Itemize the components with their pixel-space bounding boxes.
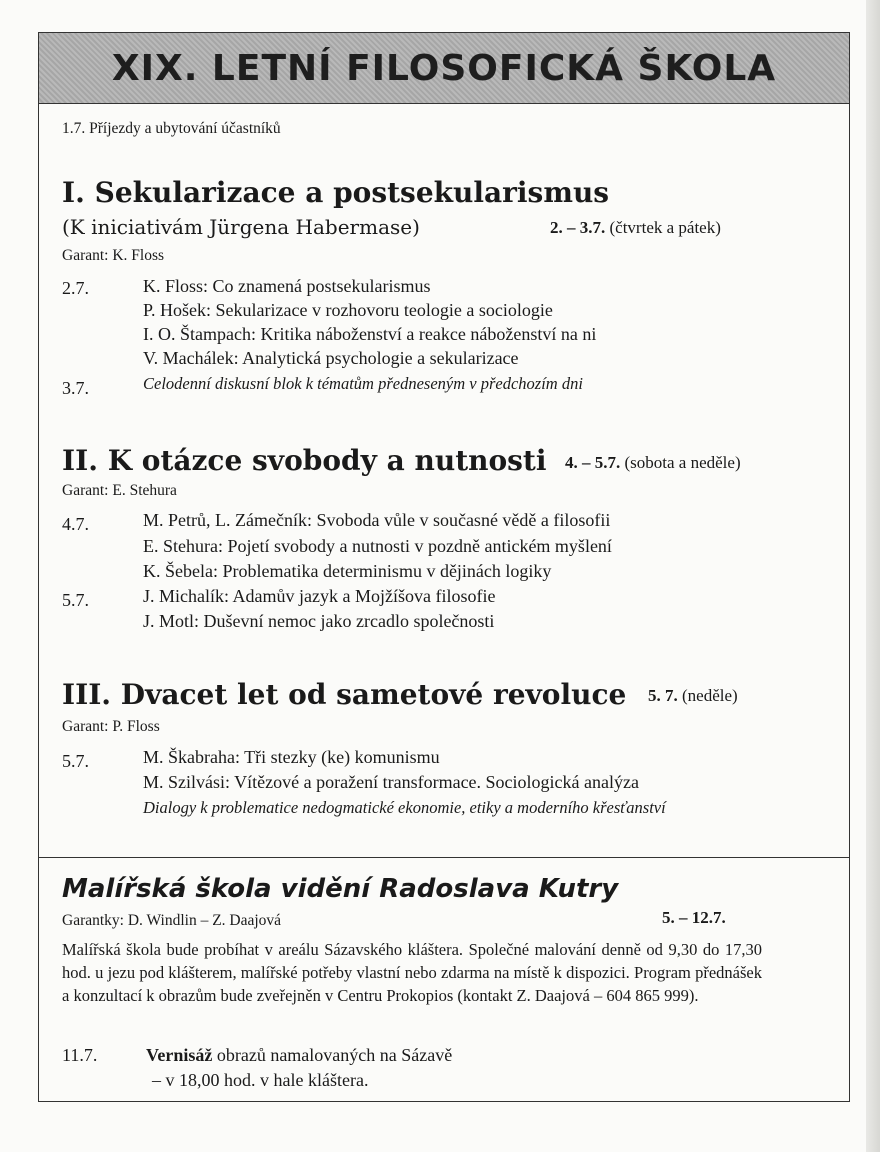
section-2-date-range: 4. – 5.7. xyxy=(565,453,621,472)
section-3-date-note: (neděle) xyxy=(682,686,738,705)
vernisage-time: – v 18,00 hod. v hale kláštera. xyxy=(152,1070,369,1090)
section-divider xyxy=(38,857,850,858)
schedule-date: 5.7. xyxy=(62,751,89,771)
schedule-date: 4.7. xyxy=(62,514,89,534)
lecture-item: M. Petrů, L. Zámečník: Svoboda vůle v současné vědě a filosofii xyxy=(143,510,611,530)
lecture-item: I. O. Štampach: Kritika náboženství a reakce náboženství na ni xyxy=(143,324,597,344)
painting-heading: Malířská škola vidění Radoslava Kutry xyxy=(62,874,619,904)
lecture-item: K. Šebela: Problematika determinismu v dějinách logiky xyxy=(143,561,552,581)
section-2-garant: Garant: E. Stehura xyxy=(62,482,177,499)
arrivals-note: 1.7. Příjezdy a ubytování účastníků xyxy=(62,120,281,137)
section-2-date xyxy=(565,453,741,473)
section-1-garant: Garant: K. Floss xyxy=(62,247,165,264)
painting-description: Malířská škola bude probíhat v areálu Sázavského kláštera. Společné malování denně od 9,30 do 17,30 hod. u jezu pod klášterem, malířské potřeby vlastní nebo zdarma na místě k dispozici. Program přednášek a konzultací k obrazům bude zveřejněn v Centru Prokopios (kontakt Z. Daajová – 604 865 999). xyxy=(62,940,762,1005)
lecture-item: Celodenní diskusní blok k tématům předneseným v předchozím dni xyxy=(143,374,583,393)
section-1-date-note: (čtvrtek a pátek) xyxy=(609,218,721,237)
lecture-item: E. Stehura: Pojetí svobody a nutnosti v pozdně antickém myšlení xyxy=(143,536,612,556)
section-1-date-range: 2. – 3.7. xyxy=(550,218,606,237)
lecture-item: Dialogy k problematice nedogmatické ekonomie, etiky a moderního křesťanství xyxy=(143,798,666,817)
section-2-heading: II. K otázce svobody a nutnosti xyxy=(62,444,547,477)
section-3-heading: III. Dvacet let od sametové revoluce xyxy=(62,678,627,711)
section-1-heading: I. Sekularizace a postsekularismus xyxy=(62,176,610,209)
section-2-date-note: (sobota a neděle) xyxy=(624,453,741,472)
painting-date: 5. – 12.7. xyxy=(662,908,726,927)
section-3-date-range: 5. 7. xyxy=(648,686,678,705)
section-1-subtitle: (K iniciativám Jürgena Habermase) xyxy=(62,215,420,239)
lecture-item: J. Michalík: Adamův jazyk a Mojžíšova filosofie xyxy=(143,586,496,606)
painting-garant: Garantky: D. Windlin – Z. Daajová xyxy=(62,912,282,929)
section-3-garant: Garant: P. Floss xyxy=(62,718,160,735)
lecture-item: P. Hošek: Sekularizace v rozhovoru teologie a sociologie xyxy=(143,300,553,320)
lecture-item: V. Machálek: Analytická psychologie a sekularizace xyxy=(143,348,519,368)
schedule-date: 5.7. xyxy=(62,590,89,610)
section-3-date xyxy=(648,686,738,706)
vernisage-line xyxy=(146,1045,452,1066)
vernisage-label: Vernisáž xyxy=(146,1045,213,1065)
schedule-date: 2.7. xyxy=(62,278,89,298)
title-banner xyxy=(39,33,849,104)
page-title: XIX. LETNÍ FILOSOFICKÁ ŠKOLA xyxy=(111,47,777,89)
schedule-date: 3.7. xyxy=(62,378,89,398)
page-edge xyxy=(866,0,880,1152)
section-1-date xyxy=(550,218,721,238)
lecture-item: K. Floss: Co znamená postsekularismus xyxy=(143,276,431,296)
lecture-item: M. Škabraha: Tři stezky (ke) komunismu xyxy=(143,747,440,767)
vernisage-text: obrazů namalovaných na Sázavě xyxy=(212,1045,453,1065)
lecture-item: M. Szilvási: Vítězové a poražení transformace. Sociologická analýza xyxy=(143,772,639,792)
lecture-item: J. Motl: Duševní nemoc jako zrcadlo společnosti xyxy=(143,611,495,631)
vernisage-date: 11.7. xyxy=(62,1045,98,1065)
